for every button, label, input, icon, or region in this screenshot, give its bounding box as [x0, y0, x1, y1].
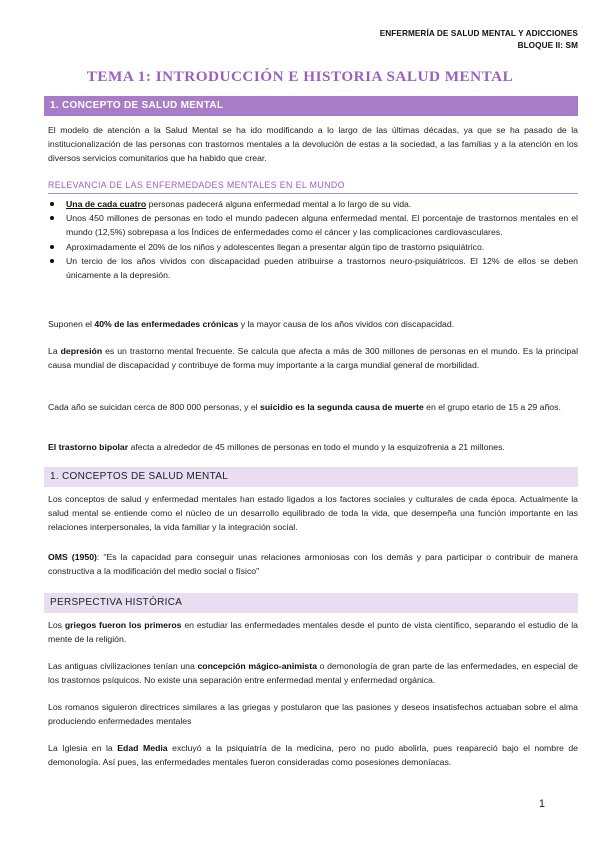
paragraph-antiguas: Las antiguas civilizaciones tenían una concepción mágico-animista o demonología de gran parte de las enfermedades, en especial de los trastornos psíquicos. No existe una separación entre enfermedad mental y enfermedad orgánica.	[48, 661, 578, 686]
running-header	[380, 28, 578, 52]
section-heading-conceptos: 1. CONCEPTOS DE SALUD MENTAL	[44, 467, 578, 487]
list-item: Aproximadamente el 20% de los niños y adolescentes llegan a presentar algún tipo de trastorno psiquiátrico.	[48, 240, 578, 254]
subheading-relevancia: RELEVANCIA DE LAS ENFERMEDADES MENTALES EN EL MUNDO	[48, 180, 345, 190]
bullet-icon	[50, 259, 54, 263]
header-course: ENFERMERÍA DE SALUD MENTAL Y ADICCIONES	[379, 29, 578, 38]
paragraph-iglesia: La Iglesia en la Edad Media excluyó a la psiquiatría de la medicina, pero no pudo abolirla, pues reapareció bajo el nombre de demonología. Así pues, las enfermedades mentales fueron consideradas como posesiones demoníacas.	[48, 743, 579, 768]
section-heading-historica: PERSPECTIVA HISTÓRICA	[44, 593, 578, 613]
paragraph-griegos: Los griegos fueron los primeros en estudiar las enfermedades mentales desde el punto de vista científico, separando el estudio de la mente de la religión.	[48, 620, 578, 645]
paragraph-conceptos: Los conceptos de salud y enfermedad mentales han estado ligados a los factores sociales y culturales de cada época. Actualmente la salud mental se entiende como el núcleo de un desarrollo equilibrado de toda la vida, que desempeña una función importante en las relaciones interpersonales, la vida familiar y la integración social.	[48, 494, 578, 533]
list-item: Un tercio de los años vividos con discapacidad pueden atribuirse a trastornos neuro-psiquiátricos. El 12% de ellos se deben únicamente a la depresión.	[48, 254, 578, 282]
paragraph-bipolar: El trastorno bipolar afecta a alrededor de 45 millones de personas en todo el mundo y la esquizofrenia a 21 millones.	[48, 442, 505, 452]
paragraph-oms: OMS (1950): "Es la capacidad para conseguir unas relaciones armoniosas con los demás y para participar o contribuir de manera constructiva a la modificación del medio social o físico"	[48, 552, 578, 577]
list-item: Unos 450 millones de personas en todo el mundo padecen alguna enfermedad mental. El porcentaje de trastornos mentales en el mundo (12,5%) sobrepasa a los Índices de enfermedades como el cáncer y las complicaciones cardiovasculares.	[48, 211, 578, 239]
relevance-list	[48, 197, 578, 282]
paragraph-cronicas: Suponen el 40% de las enfermedades crónicas y la mayor causa de los años vividos con discapacidad.	[48, 319, 455, 329]
header-block: BLOQUE II: SM	[517, 41, 578, 50]
paragraph-suicidio: Cada año se suicidan cerca de 800 000 personas, y el suicidio es la segunda causa de muerte en el grupo etario de 15 a 29 años.	[48, 402, 561, 412]
bullet-icon	[50, 202, 54, 206]
page-number: 1	[538, 798, 545, 810]
section-heading-concepto: 1. CONCEPTO DE SALUD MENTAL	[44, 96, 578, 116]
paragraph-depresion: La depresión es un trastorno mental frecuente. Se calcula que afecta a más de 300 millones de personas en el mundo. Es la principal causa mundial de discapacidad y contribuye de forma muy importante a la carga mundial general de morbilidad.	[48, 346, 579, 371]
subheading-underline	[48, 193, 578, 194]
intro-paragraph: El modelo de atención a la Salud Mental se ha ido modificando a lo largo de las últimas décadas, ya que se ha pasado de la institucionalización de las personas con trastornos mentales a la devolución de estas a la sociedad, a las familias y a la atención en los diversos servicios comunitarios que ha habido que crear.	[48, 125, 578, 164]
bullet-icon	[50, 245, 54, 249]
list-item: Una de cada cuatro personas padecerá alguna enfermedad mental a lo largo de su vida.	[48, 197, 578, 211]
paragraph-romanos: Los romanos siguieron directrices similares a las griegas y postularon que las pasiones y deseos insatisfechos actuaban sobre el alma produciendo enfermedades mentales	[48, 702, 578, 727]
document-title: TEMA 1: INTRODUCCIÓN E HISTORIA SALUD MENTAL	[86, 68, 514, 85]
bullet-icon	[50, 216, 54, 220]
